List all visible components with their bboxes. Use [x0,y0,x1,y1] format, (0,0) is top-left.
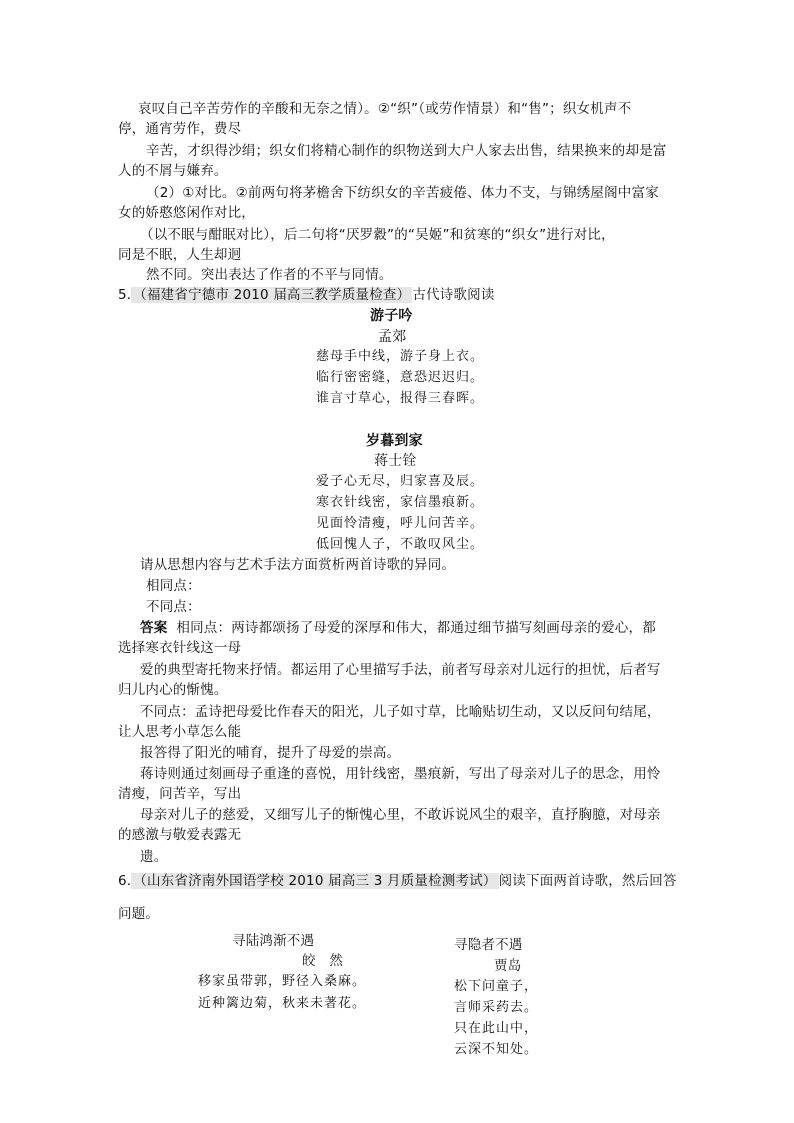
question-task: 古代诗歌阅读 [412,287,495,303]
question-task: 阅读下面两首诗歌，然后回答 [498,873,677,889]
poem-title: 寻陆鸿渐不遇 [232,933,315,949]
answer-line: 归儿内心的惭愧。 [118,682,228,698]
poem-line: 谁言寸草心，报得三春晖。 [316,391,485,406]
answer-line: 不同点：孟诗把母爱比作春天的阳光，儿子如寸草，比喻贴切生动，又以反问句结尾， [140,704,661,720]
poem-author: 贾岛 [494,958,522,974]
question-6-heading [118,872,677,890]
answer-line: 清瘦，问苦辛，写出 [118,786,242,802]
poem-line: 见面怜清瘦，呼儿问苦辛。 [316,516,485,531]
diff-points-label: 不同点： [146,599,201,615]
question-number: 6. [118,873,132,889]
answer-line: 遗。 [140,849,168,865]
question-prompt: 请从思想内容与艺术手法方面赏析两首诗歌的异同。 [140,557,456,573]
answer-line: 的感激与敬爱表露无 [118,827,242,843]
answer-line: 报答得了阳光的哺育，提升了母爱的崇高。 [140,745,401,761]
answer-line: 选择寒衣针线这一母 [118,640,242,656]
answer-text: 相同点：两诗都颂扬了母爱的深厚和伟大，都通过细节描写刻画母亲的爱心，都 [176,620,656,636]
answer-line [140,619,656,637]
poem-line: 低回愧人子，不敢叹风尘。 [316,537,485,552]
poem-line: 只在此山中， [454,1021,539,1036]
poem-author: 蒋士铨 [374,453,417,469]
poem-line: 临行密密缝，意恐迟迟归。 [316,370,485,385]
poem-line: 爱子心无尽，归家喜及辰。 [316,474,485,489]
answer-line: 爱的典型寄托物来抒情。都运用了心里描写手法，前者写母亲对儿远行的担忧，后者写 [140,662,661,678]
answer-line: 让人思考小草怎么能 [118,724,242,740]
poem-line: 寒衣针线密，家信墨痕新。 [316,495,485,510]
poem-line: 近种篱边菊，秋来未著花。 [198,996,367,1011]
poem-line: 松下问童子， [454,979,539,994]
question-source: （福建省宁德市 2010 届高三教学质量检查） [133,287,411,303]
paragraph-line: 停，通宵劳作，费尽 [118,121,242,137]
poem-line: 移家虽带郭，野径入桑麻。 [198,974,367,989]
question-source: （山东省济南外国语学校 2010 届高三 3 月质量检测考试） [133,873,497,889]
paragraph-line: 然不同。突出表达了作者的不平与同情。 [146,267,393,283]
answer-line: 蒋诗则通过刻画母子重逢的喜悦，用针线密，墨痕新，写出了母亲对儿子的思念，用怜 [140,766,661,782]
question-number: 5. [118,287,132,303]
answer-line: 母亲对儿子的慈爱，又细写儿子的惭愧心里，不敢诉说风尘的艰辛，直抒胸臆，对母亲 [140,807,661,823]
question-task-cont: 问题。 [118,906,160,922]
paragraph-line: 辛苦，才织得沙绢；织女们将精心制作的织物送到大户人家去出售，结果换来的却是富 [146,143,667,159]
paragraph-line: 哀叹自己辛苦劳作的辛酸和无奈之情）。②“织”（或劳作情景）和“售”；织女机声不 [138,101,632,117]
poem-author: 孟郊 [378,329,407,345]
paragraph-line: （以不眠与酣眠对比），后二句将“厌罗縠”的“吴姬”和贫寒的“织女”进行对比， [140,227,615,243]
same-points-label: 相同点： [146,578,201,594]
poem-line: 言师采药去。 [454,1000,539,1015]
poem-title: 游子吟 [370,308,413,324]
paragraph-line: 人的不屑与嫌弃。 [118,163,228,179]
paragraph-line: 同是不眠，人生却迥 [118,247,242,263]
question-5-heading [118,286,495,304]
poem-title: 岁暮到家 [366,433,423,449]
paragraph-line: 女的娇憨悠闲作对比， [118,205,255,221]
poem-line: 慈母手中线，游子身上衣。 [316,349,485,364]
poem-author: 皎 然 [302,953,344,969]
poem-line: 云深不知处。 [454,1042,539,1057]
answer-label: 答案 [140,620,168,636]
poem-title: 寻隐者不遇 [454,937,523,953]
paragraph-line: （2）①对比。②前两句将茅檐舍下纺织女的辛苦疲倦、体力不支，与锦绣屋阁中富家 [146,185,659,201]
